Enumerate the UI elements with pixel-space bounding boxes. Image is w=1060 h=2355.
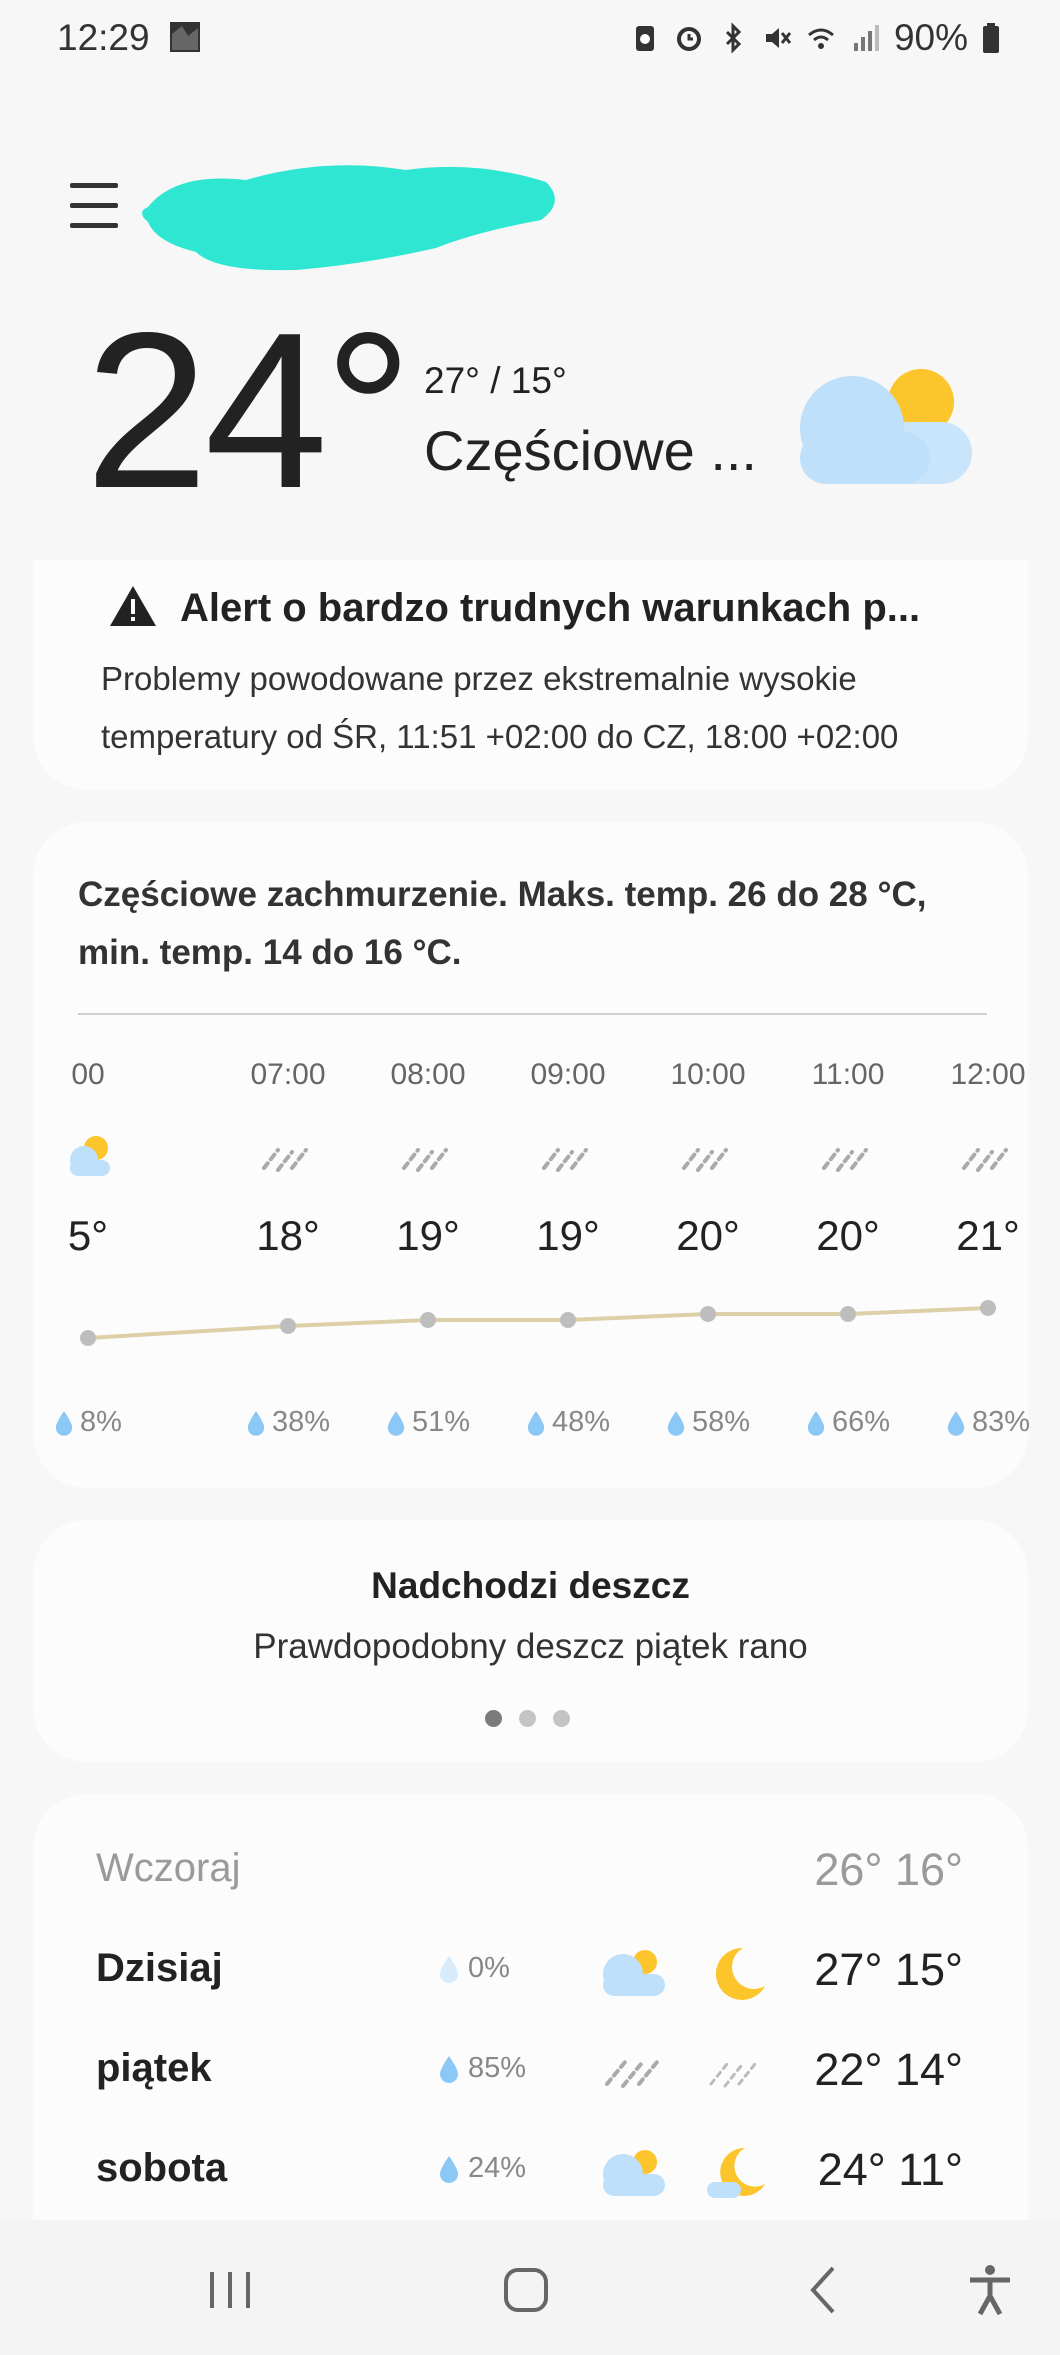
day-name: sobota xyxy=(96,2146,228,2190)
moon-icon xyxy=(705,1942,771,2002)
warning-icon xyxy=(108,584,158,628)
signal-icon xyxy=(850,23,880,53)
pager-dot[interactable] xyxy=(553,1710,570,1727)
partly-cloudy-icon xyxy=(599,1944,669,1998)
current-temperature: 24° xyxy=(85,287,409,535)
alert-body: Problemy powodowane przez ekstremalnie wysokie temperatury od ŚR, 11:51 +02:00 do CZ, 18:00 +02:00 xyxy=(101,660,899,755)
battery-icon xyxy=(982,23,1000,53)
alert-title: Alert o bardzo trudnych warunkach p... xyxy=(180,586,921,630)
hour-time: 11:00 xyxy=(811,1058,885,1091)
divider xyxy=(78,1013,987,1015)
recent-apps-icon[interactable] xyxy=(200,2260,260,2320)
hour-precip xyxy=(498,1406,638,1439)
drop-icon xyxy=(54,1410,74,1436)
hour-precip xyxy=(638,1406,778,1439)
day-name: piątek xyxy=(96,2046,212,2090)
drizzle-icon xyxy=(258,1130,318,1180)
hour-time: 12:00 xyxy=(950,1058,1026,1091)
hour-temp: 20° xyxy=(816,1212,880,1259)
drizzle-icon xyxy=(599,2044,669,2098)
daily-row-friday[interactable] xyxy=(33,2032,1028,2112)
battery-percent: 90% xyxy=(893,17,968,58)
precip-value: 8% xyxy=(80,1406,122,1438)
precip xyxy=(438,1952,510,1985)
daily-row-yesterday[interactable] xyxy=(33,1832,1028,1912)
drizzle-icon xyxy=(538,1130,598,1180)
precip-value: 83% xyxy=(971,1406,1031,1438)
precip-value: 85% xyxy=(468,2052,527,2084)
hour-temp: 19° xyxy=(396,1212,460,1259)
drop-icon xyxy=(666,1410,686,1436)
wifi-icon xyxy=(806,23,836,53)
status-time: 12:29 xyxy=(57,17,150,58)
rain-notice-title: Nadchodzi deszcz xyxy=(371,1565,690,1606)
rain-notice-subtitle: Prawdopodobny deszcz piątek rano xyxy=(253,1627,808,1666)
drop-icon xyxy=(526,1410,546,1436)
hour-time: 09:00 xyxy=(530,1058,606,1091)
hour-time: 10:00 xyxy=(670,1058,746,1091)
gallery-notification-icon xyxy=(168,20,202,54)
drop-icon xyxy=(246,1410,266,1436)
precip-value: 24% xyxy=(468,2152,527,2184)
battery-saver-icon xyxy=(630,23,660,53)
partly-cloudy-icon xyxy=(800,362,980,492)
hour-precip xyxy=(358,1406,498,1439)
location-name-redacted[interactable] xyxy=(136,152,564,274)
day-temps: 27° 15° xyxy=(814,1944,963,1995)
trend-point xyxy=(700,1306,716,1322)
precip xyxy=(438,2052,526,2085)
alarm-icon xyxy=(674,23,704,53)
daily-row-saturday[interactable] xyxy=(33,2132,1028,2212)
precip-value: 48% xyxy=(551,1406,611,1438)
trend-point xyxy=(280,1318,296,1334)
drizzle-icon xyxy=(958,1130,1018,1180)
drop-icon xyxy=(386,1410,406,1436)
drizzle-icon xyxy=(705,2042,771,2102)
precip xyxy=(438,2152,526,2185)
hour-temp: 21° xyxy=(956,1212,1020,1259)
menu-icon[interactable] xyxy=(70,183,118,229)
hour-temp: 20° xyxy=(676,1212,740,1259)
drizzle-icon xyxy=(818,1130,878,1180)
drizzle-icon xyxy=(678,1130,738,1180)
trend-point xyxy=(980,1300,996,1316)
hour-time: 00 xyxy=(71,1058,105,1091)
pager-dot[interactable] xyxy=(485,1710,502,1727)
hour-temp: 5° xyxy=(67,1212,109,1259)
mute-icon xyxy=(762,23,792,53)
drop-icon xyxy=(438,1955,460,1983)
system-navigation-bar xyxy=(0,2220,1060,2355)
trend-point xyxy=(420,1312,436,1328)
drizzle-icon xyxy=(398,1130,458,1180)
daily-row-today[interactable] xyxy=(33,1932,1028,2012)
moon-cloud-icon xyxy=(705,2142,771,2202)
drop-icon xyxy=(438,2155,460,2183)
hour-precip xyxy=(18,1406,158,1439)
drop-icon xyxy=(806,1410,826,1436)
back-icon[interactable] xyxy=(795,2260,855,2320)
bluetooth-icon xyxy=(718,23,748,53)
precip-value: 66% xyxy=(831,1406,891,1438)
pager-dot[interactable] xyxy=(519,1710,536,1727)
accessibility-icon[interactable] xyxy=(960,2260,1020,2320)
drop-icon xyxy=(946,1410,966,1436)
trend-point xyxy=(840,1306,856,1322)
home-icon[interactable] xyxy=(496,2260,556,2320)
hourly-scroller[interactable] xyxy=(67,1050,1031,1450)
day-temps: 22° 14° xyxy=(814,2044,963,2095)
hour-precip xyxy=(218,1406,358,1439)
precip-value: 0% xyxy=(468,1952,510,1984)
drop-icon xyxy=(438,2055,460,2083)
partly-sunny-icon xyxy=(58,1130,118,1180)
current-condition: Częściowe ... xyxy=(424,419,757,482)
precip-value: 38% xyxy=(271,1406,331,1438)
hour-time: 07:00 xyxy=(250,1058,326,1091)
trend-point xyxy=(80,1330,96,1346)
pager-dots[interactable] xyxy=(485,1710,570,1727)
day-name: Dzisiaj xyxy=(96,1946,223,1990)
hour-precip xyxy=(778,1406,918,1439)
precip-value: 58% xyxy=(691,1406,751,1438)
day-name: Wczoraj xyxy=(96,1846,241,1890)
forecast-summary: Częściowe zachmurzenie. Maks. temp. 26 do 28 °C, min. temp. 14 do 16 °C. xyxy=(78,875,927,972)
hour-temp: 19° xyxy=(536,1212,600,1259)
hour-temp: 18° xyxy=(256,1212,320,1259)
hour-time: 08:00 xyxy=(390,1058,466,1091)
trend-point xyxy=(560,1312,576,1328)
day-temps: 26° 16° xyxy=(814,1844,963,1895)
hour-precip xyxy=(918,1406,1058,1439)
current-high-low: 27° / 15° xyxy=(424,360,567,401)
precip-value: 51% xyxy=(411,1406,471,1438)
status-icons xyxy=(630,17,1000,59)
partly-cloudy-icon xyxy=(599,2144,669,2198)
day-temps: 24° 11° xyxy=(817,2144,963,2195)
